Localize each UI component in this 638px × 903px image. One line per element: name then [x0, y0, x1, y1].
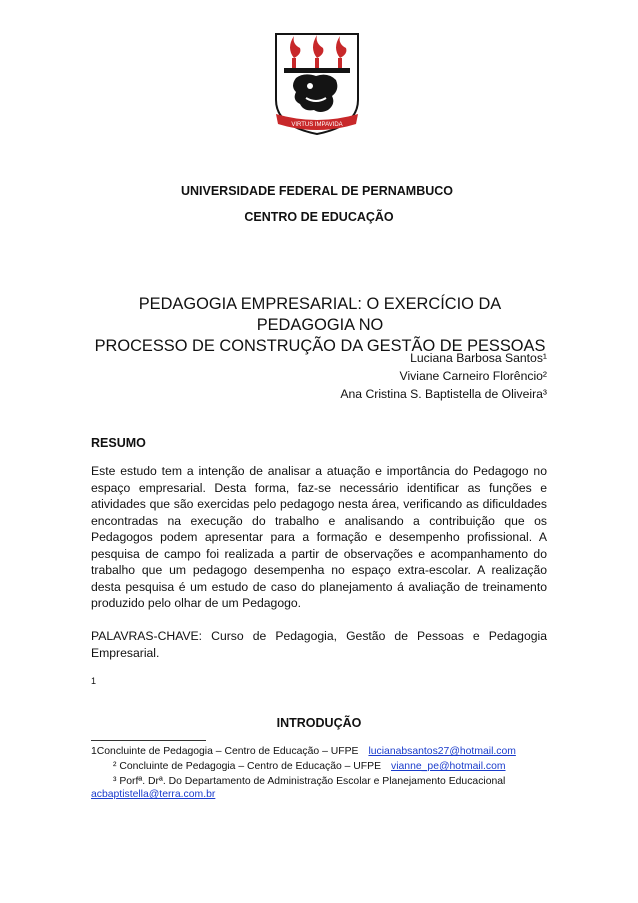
footnote-1-email-link[interactable]: lucianabsantos27@hotmail.com [368, 746, 516, 757]
author-1: Luciana Barbosa Santos¹ [410, 351, 547, 365]
footnote-divider [91, 740, 206, 741]
author-list [340, 349, 547, 403]
introduction-heading: INTRODUÇÃO [276, 716, 362, 730]
author-3: Ana Cristina S. Baptistella de Oliveira³ [340, 387, 547, 401]
footnote-3 [91, 775, 547, 801]
resumo-paragraph: Este estudo tem a intenção de analisar a atuação e importância do Pedagogo no espaço empresarial. Desta forma, faz-se necessário identificar as funções e atividades que são exercidas pelo pedagogo nesta área, verificando as dificuldades encontradas na execução do trabalho e analisando a contribuição que os Pedagogos podem apresentar para a formação e desempenho profissional. A pesquisa de campo foi realizada a partir de observações e acompanhamento do trabalho que um pedagogo desempenha no espaço extra-escolar. A realização desta pesquisa é um estudo de caso do planejamento á avaliação de treinamento produzido pelo olhar de um Pedagogo. [91, 464, 547, 610]
paper-title-line-2: PROCESSO DE CONSTRUÇÃO DA GESTÃO DE PESSOAS [94, 337, 546, 355]
footnote-1 [91, 745, 547, 758]
ufpe-seal-logo [270, 30, 364, 136]
keywords-paragraph: PALAVRAS-CHAVE: Curso de Pedagogia, Gestão de Pessoas e Pedagogia Empresarial. [91, 629, 547, 660]
footnote-2 [91, 760, 547, 773]
resumo-heading: RESUMO [91, 436, 146, 450]
footnote-marker: 1 [91, 676, 97, 686]
university-name: UNIVERSIDADE FEDERAL DE PERNAMBUCO [180, 184, 453, 198]
paper-title [90, 294, 550, 357]
author-2: Viviane Carneiro Florêncio² [399, 369, 547, 383]
footnote-2-email-link[interactable]: vianne_pe@hotmail.com [391, 761, 506, 772]
footnote-1-text: 1Concluinte de Pedagogia – Centro de Educação – UFPE [91, 746, 359, 757]
seal-motto: VIRTUS IMPAVIDA [291, 122, 343, 128]
center-name: CENTRO DE EDUCAÇÃO [244, 210, 394, 224]
footnote-3-email-link[interactable]: acbaptistella@terra.com.br [91, 789, 216, 800]
paper-title-line-1: PEDAGOGIA EMPRESARIAL: O EXERCÍCIO DA PEDAGOGIA NO [138, 295, 502, 334]
footnote-2-text: ² Concluinte de Pedagogia – Centro de Educação – UFPE [113, 761, 382, 772]
footnote-3-text: ³ Porfª. Drª. Do Departamento de Administração Escolar e Planejamento Educacional [113, 776, 506, 787]
